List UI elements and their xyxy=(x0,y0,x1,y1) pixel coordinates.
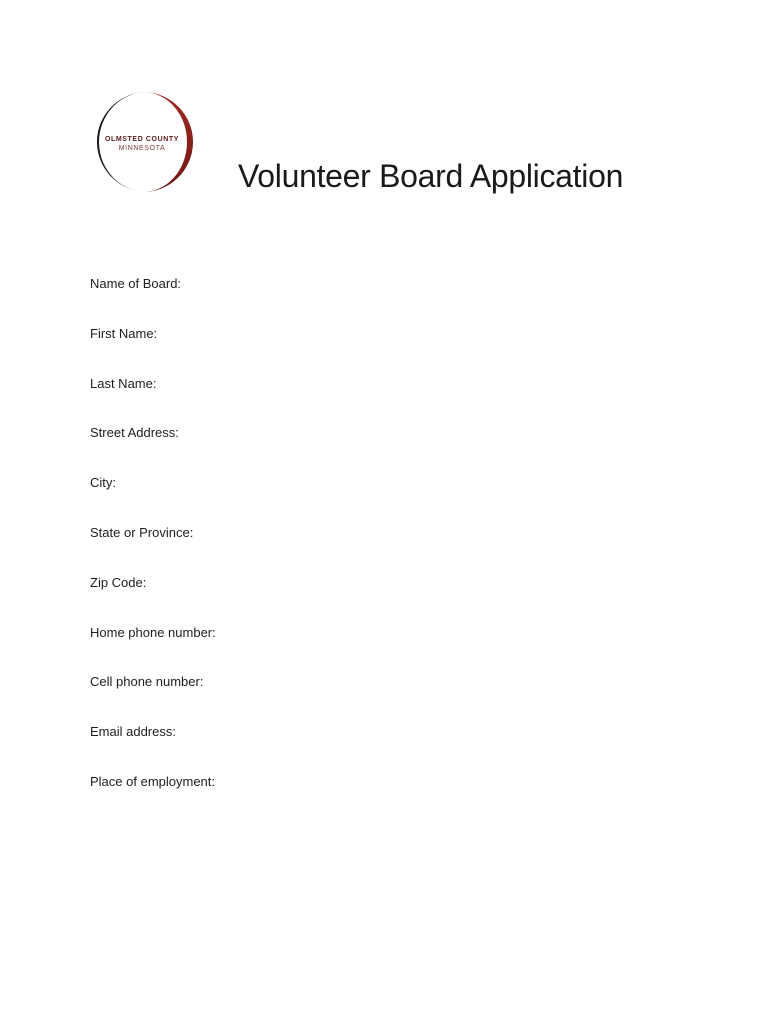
field-label-cell-phone: Cell phone number: xyxy=(90,674,204,690)
field-label-board-name: Name of Board: xyxy=(90,276,182,291)
field-label-city: City: xyxy=(90,475,116,491)
field-label-employment: Place of employment: xyxy=(90,773,216,789)
field-label-last-name: Last Name: xyxy=(90,375,157,391)
logo-text-county: OLMSTED COUNTY xyxy=(104,136,180,143)
logo-text-state: MINNESOTA xyxy=(118,145,166,152)
county-logo xyxy=(88,91,196,193)
field-label-home-phone: Home phone number: xyxy=(90,624,216,640)
field-label-street-address: Street Address: xyxy=(90,425,179,441)
field-label-zip: Zip Code: xyxy=(90,574,147,590)
field-label-first-name: First Name: xyxy=(90,325,158,341)
field-label-email: Email address: xyxy=(90,724,176,740)
document-title: Volunteer Board Application xyxy=(238,158,624,194)
application-fields xyxy=(90,276,690,824)
field-label-state: State or Province: xyxy=(90,524,194,540)
